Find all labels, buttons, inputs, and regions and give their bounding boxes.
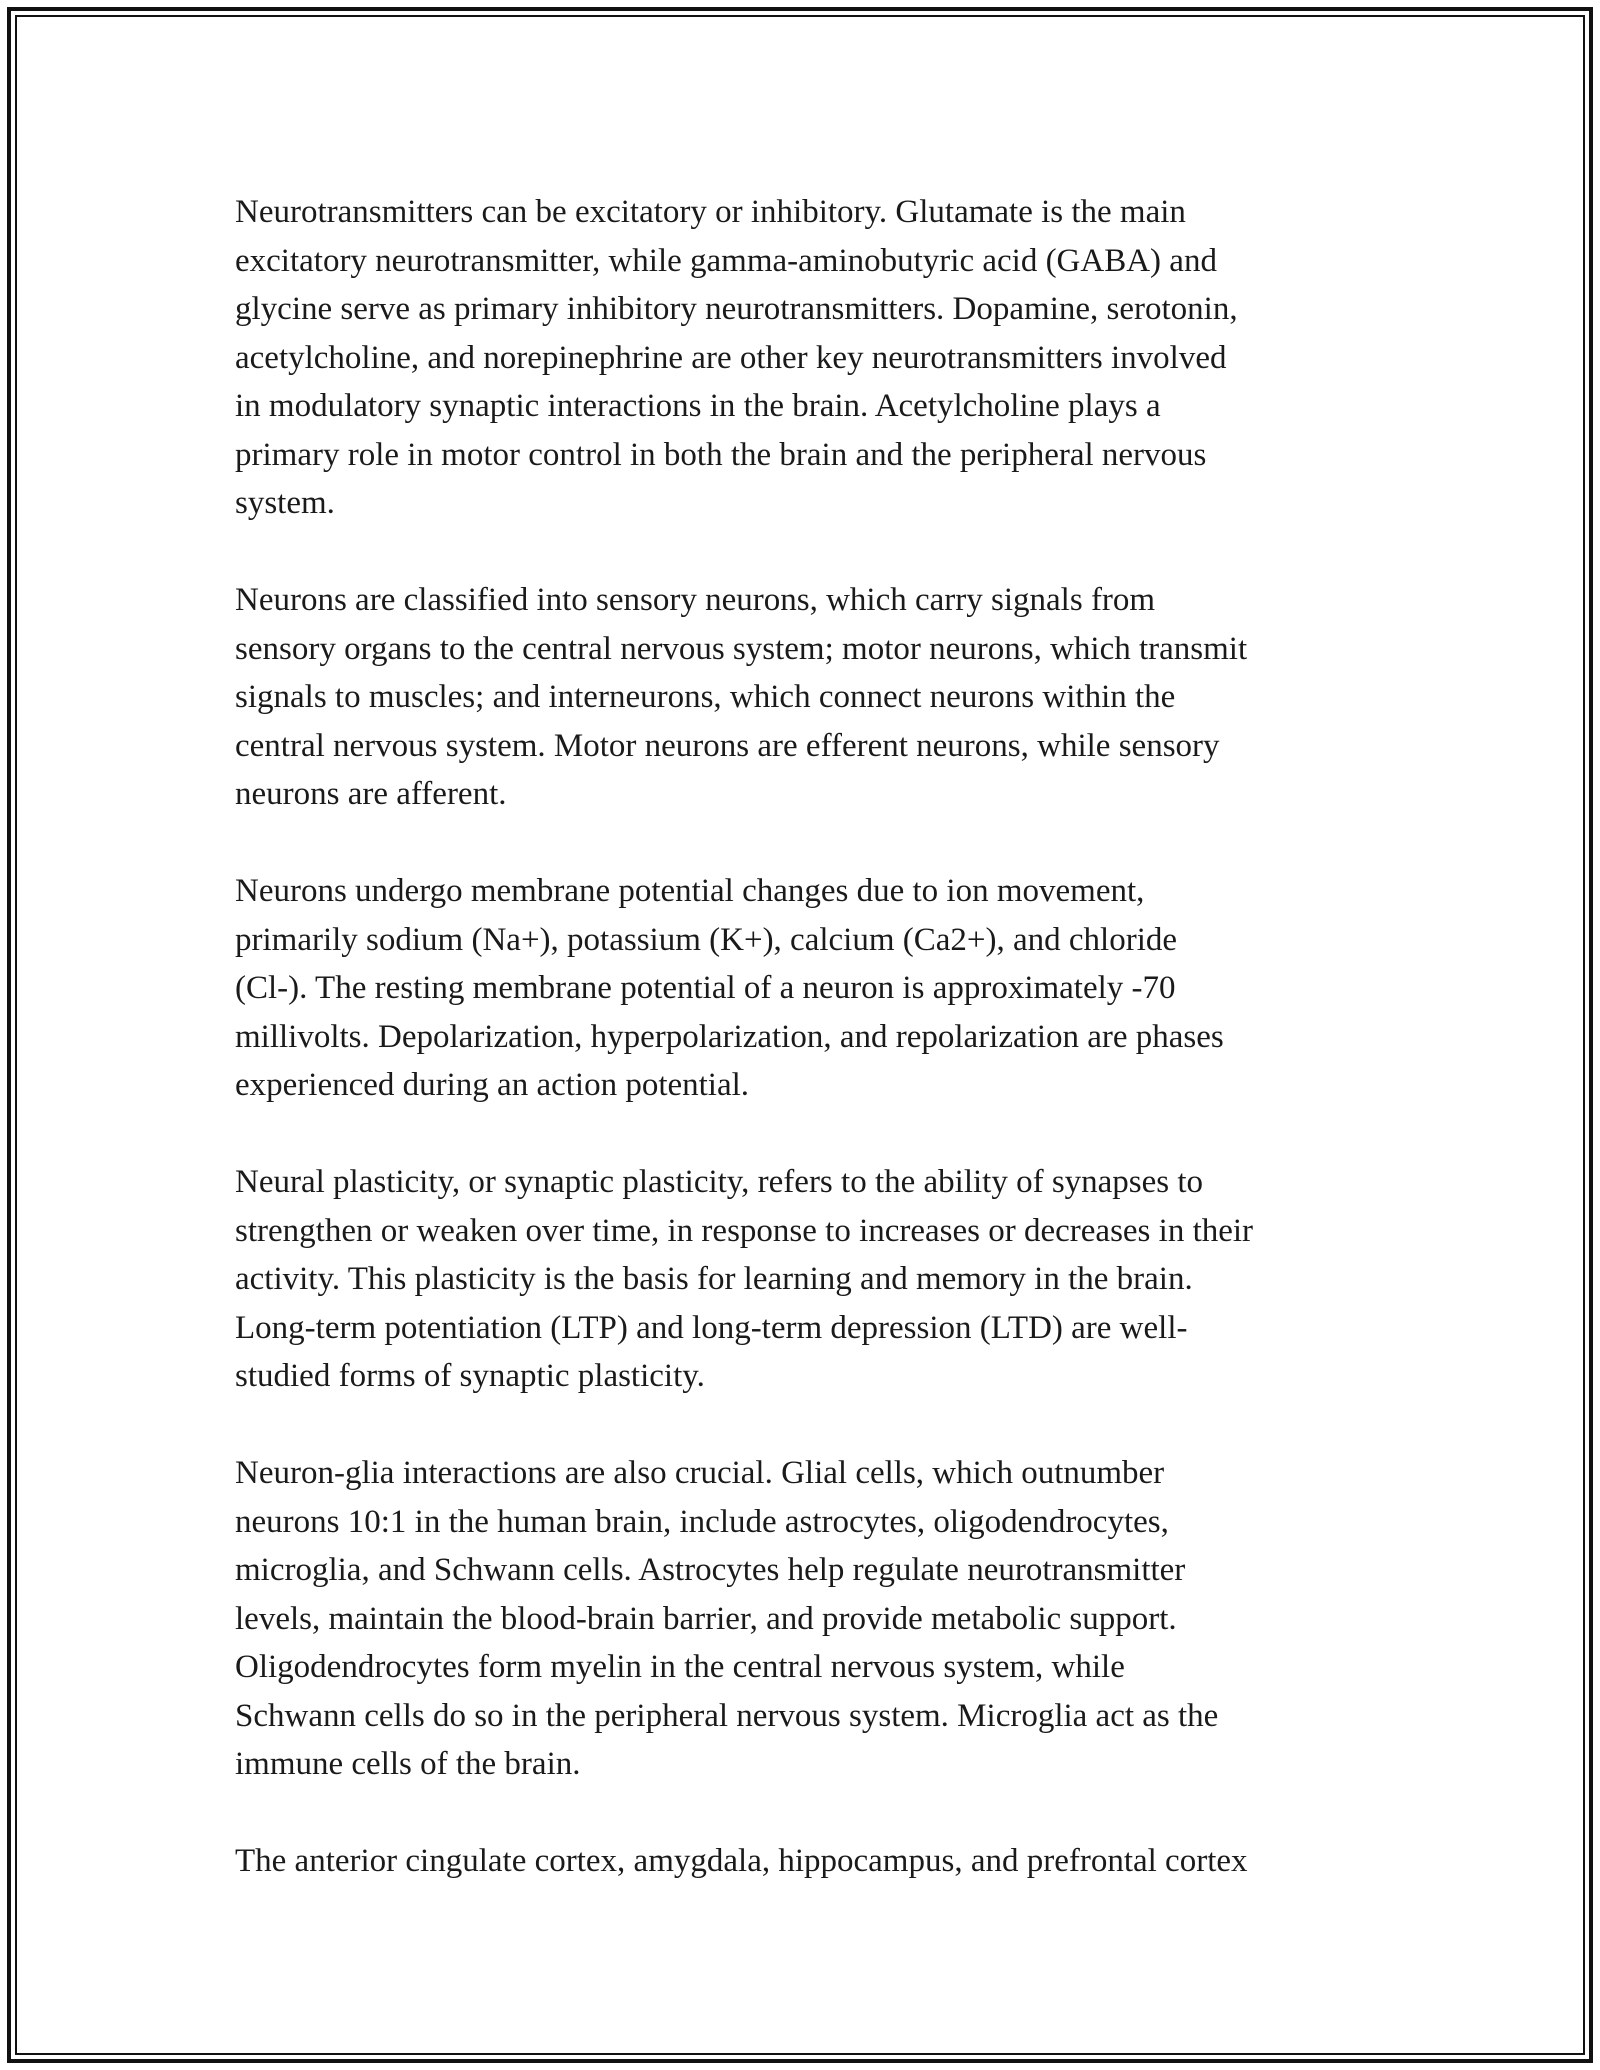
paragraph-synaptic-plasticity: Neural plasticity, or synaptic plasticity, refers to the ability of synapses to strengthen or weaken over time, in response to increases or decreases in their activity. This plasticity is the basis for learning and memory in the brain. Long-term potentiation (LTP) and long-term depression (LTD) are well- studied forms of synaptic plasticity. [235, 1164, 1254, 1394]
document-body [235, 188, 1385, 1934]
paragraph-neurotransmitters: Neurotransmitters can be excitatory or inhibitory. Glutamate is the main excitatory neurotransmitter, while gamma-aminobutyric acid (GABA) and glycine serve as primary inhibitory neurotransmitters. Dopamine, serotonin, acetylcholine, and norepinephrine are other key neurotransmitters involved in modulatory synaptic interactions in the brain. Acetylcholine plays a primary role in motor control in both the brain and the peripheral nervous system. [235, 194, 1238, 521]
paragraph-membrane-potential: Neurons undergo membrane potential changes due to ion movement, primarily sodium (Na+), potassium (K+), calcium (Ca2+), and chloride (Cl-). The resting membrane potential of a neuron is approximately -70 millivolts. Depolarization, hyperpolarization, and repolarization are phases experienced during an action potential. [235, 873, 1224, 1103]
paragraph-brain-regions: The anterior cingulate cortex, amygdala, hippocampus, and prefrontal cortex [235, 1843, 1248, 1879]
paragraph-neuron-classification: Neurons are classified into sensory neurons, which carry signals from sensory organs to the central nervous system; motor neurons, which transmit signals to muscles; and interneurons, which connect neurons within the central nervous system. Motor neurons are efferent neurons, while sensory neurons are afferent. [235, 582, 1248, 812]
paragraph-neuron-glia: Neuron-glia interactions are also crucial. Glial cells, which outnumber neurons 10:1 in the human brain, include astrocytes, oligodendrocytes, microglia, and Schwann cells. Astrocytes help regulate neurotransmitter levels, maintain the blood-brain barrier, and provide metabolic support. Oligodendrocytes form myelin in the central nervous system, while Schwann cells do so in the peripheral nervous system. Microglia act as the immune cells of the brain. [235, 1455, 1219, 1782]
